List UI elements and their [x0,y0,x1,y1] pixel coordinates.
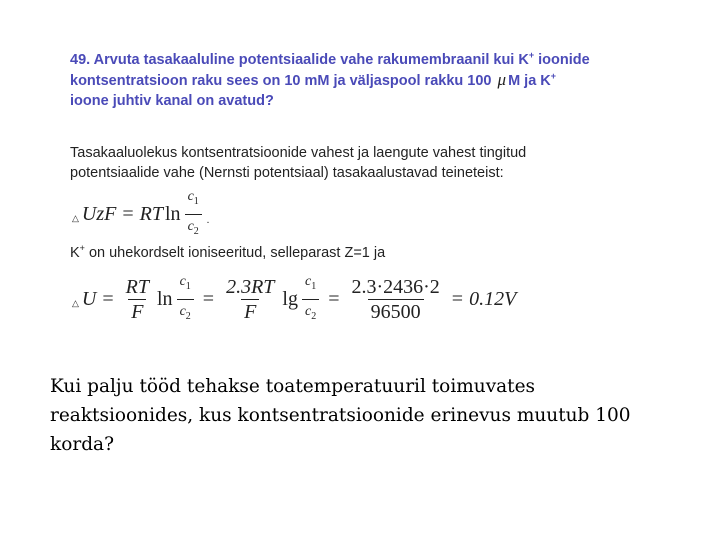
ionization-note [70,243,385,263]
eq1-end: . [206,214,210,226]
eq1-rt: RT [139,202,163,225]
problem-line-3: ioone juhtiv kanal on avatud? [70,93,274,109]
note-k: K [70,245,80,261]
eq1-numerator: c [187,189,194,204]
eq2-fraction-5 [348,276,442,323]
eq2-fraction-3 [223,276,277,323]
eq2-f2-numerator: 2.3RT [226,275,275,298]
eq2-f3-denominator: 96500 [368,299,424,323]
problem-line-2-end: M ja K [508,73,551,89]
eq2-f1-denominator: F [128,299,146,323]
explanation [70,143,526,183]
eq2-c1-sub: 1 [185,280,191,292]
eq2-f1-numerator: RT [125,275,149,298]
problem-line-1 [70,50,650,70]
eq2-c1: c [179,274,186,289]
eq2-c2-sub: 2 [185,310,191,322]
delta-symbol-2: △ [72,297,79,308]
delta-symbol: △ [72,212,79,223]
explanation-line-1: Tasakaaluolekus kontsentratsioonide vahest ja laengute vahest tingitud [70,145,527,161]
eq1-lhs: UzF [81,202,117,225]
problem-line-2 [70,70,650,91]
eq2-lg: lg [282,287,298,310]
nernst-equation [72,186,209,243]
eq2-f2-denominator: F [241,299,259,323]
eq1-denominator-sub: 2 [193,225,199,237]
problem-line-1-end: ioonide [534,52,590,68]
problem-statement [70,50,650,111]
eq2-f3-numerator: 2.3·2436·2 [351,275,440,298]
problem-line-1-text: Arvuta tasakaaluline potentsiaalide vahe rakumembraanil kui K [93,52,529,68]
eq2-equals-2: = [202,287,215,310]
eq2-fraction-4 [302,271,319,328]
note-superscript: + [79,243,85,253]
question-text: Kui palju tööd tehakse toatemperatuuril toimuvates reaktsioonides, kus kontsentratsioonide erinevus muutub 100 korda? [50,376,631,455]
eq2-result: 0.12V [469,287,517,310]
mu-symbol: μ [497,70,507,89]
eq2-c2b-sub: 2 [311,310,317,322]
eq1-numerator-sub: 1 [193,195,199,207]
eq2-equals-1: = [102,287,114,310]
eq2-equals-3: = [328,287,340,310]
eq2-u: U [81,287,97,310]
eq2-ln: ln [157,287,173,310]
eq1-fraction [185,186,202,243]
problem-number: 49. [70,52,91,68]
problem-line-2-text: kontsentratsioon raku sees on 10 mM ja väljaspool rakku 100 [70,73,492,89]
explanation-line-2: potentsiaalide vahe (Nernsti potentsiaal) tasakaalustavad teineteist: [70,165,504,181]
superscript-plus-2: + [550,71,557,81]
calculation-equation [72,271,516,328]
eq2-equals-4: = [451,287,464,310]
eq2-fraction-1 [123,276,152,323]
note-text: on uhekordselt ioniseeritud, selleparast Z=1 ja [84,245,386,261]
eq2-c2b: c [304,303,312,319]
eq1-denominator: c [187,218,194,234]
eq2-c1b-sub: 1 [311,280,317,292]
superscript-plus: + [528,50,535,60]
eq1-equals: = [122,202,134,225]
eq2-fraction-2 [177,271,194,328]
eq2-c1b: c [304,274,312,289]
eq2-c2: c [179,303,186,319]
eq1-ln: ln [165,202,181,225]
